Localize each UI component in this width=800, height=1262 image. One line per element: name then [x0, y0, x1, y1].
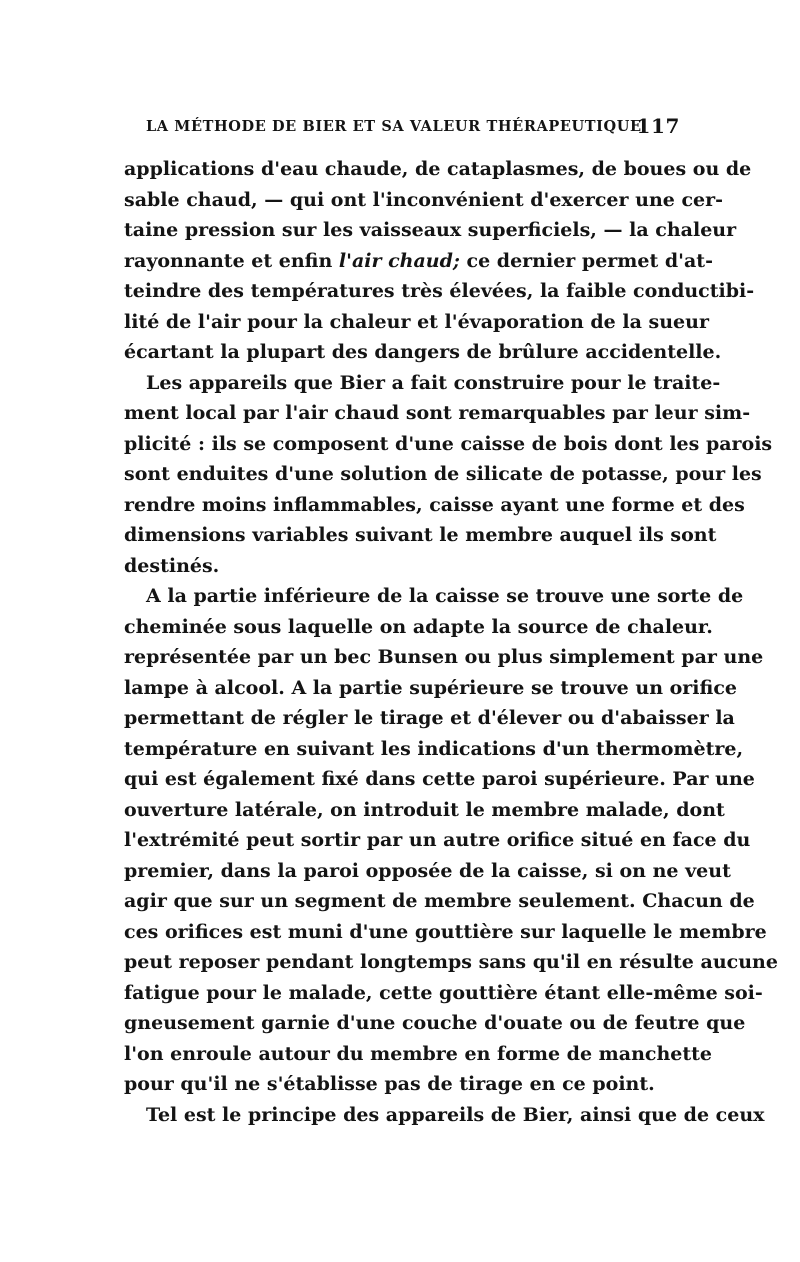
text-line: qui est également fixé dans cette paroi supérieure. Par une [124, 768, 755, 790]
text-line: destinés. [124, 554, 220, 577]
text-line: A la partie inférieure de la caisse se trouve une sorte de [146, 585, 744, 607]
text-line: rendre moins inflammables, caisse ayant une forme et des [124, 493, 745, 516]
text-line: sable chaud, — qui ont l'inconvénient d'exercer une cer- [124, 188, 724, 211]
text-line [124, 246, 713, 277]
text-line: plicité : ils se composent d'une caisse de bois dont les parois [124, 432, 773, 455]
text-line: taine pression sur les vaisseaux superficiels, — la chaleur [124, 219, 737, 241]
text-line: ment local par l'air chaud sont remarquables par leur sim- [124, 402, 751, 424]
running-head [124, 112, 680, 140]
body-text [124, 154, 778, 1130]
text-line: permettant de régler le tirage et d'élever ou d'abaisser la [124, 707, 735, 729]
text-line: ces orifices est muni d'une gouttière sur laquelle le membre [124, 920, 767, 943]
book-page [124, 112, 778, 1130]
text-line: ouverture latérale, on introduit le membre malade, dont [124, 798, 725, 821]
text-line: l'extrémité peut sortir par un autre orifice situé en face du [124, 829, 751, 851]
text-line: cheminée sous laquelle on adapte la source de chaleur. [124, 615, 713, 638]
text-line-start: rayonnante et enfin [124, 249, 339, 272]
text-line: premier, dans la paroi opposée de la caisse, si on ne veut [124, 859, 731, 882]
text-line: gneusement garnie d'une couche d'ouate ou de feutre que [124, 1012, 746, 1034]
text-line: lampe à alcool. A la partie supérieure se trouve un orifice [124, 676, 738, 699]
text-line: représentée par un bec Bunsen ou plus simplement par une [124, 646, 764, 668]
text-line: sont enduites d'une solution de silicate de potasse, pour les [124, 463, 762, 485]
running-title: LA MÉTHODE DE BIER ET SA VALEUR THÉRAPEUTIQUE [146, 118, 642, 135]
text-line: écartant la plupart des dangers de brûlure accidentelle. [124, 341, 722, 363]
text-line: lité de l'air pour la chaleur et l'évaporation de la sueur [124, 310, 709, 333]
text-line: fatigue pour le malade, cette gouttière étant elle-même soi- [124, 981, 763, 1004]
page-number: 117 [636, 114, 680, 138]
text-line-end: ce dernier permet d'at- [459, 249, 713, 272]
text-line: applications d'eau chaude, de cataplasmes, de boues ou de [124, 158, 752, 180]
text-line: teindre des températures très élevées, la faible conductibi- [124, 280, 755, 302]
text-line: dimensions variables suivant le membre auquel ils sont [124, 524, 717, 546]
italic-phrase: l'air chaud; [338, 249, 460, 272]
text-line: Tel est le principe des appareils de Bier, ainsi que de ceux [146, 1103, 765, 1126]
text-line: agir que sur un segment de membre seulement. Chacun de [124, 890, 755, 912]
text-line: Les appareils que Bier a fait construire pour le traite- [146, 371, 721, 394]
text-line: température en suivant les indications d'un thermomètre, [124, 737, 744, 760]
text-line: l'on enroule autour du membre en forme de manchette [124, 1042, 712, 1065]
text-line: peut reposer pendant longtemps sans qu'il en résulte aucune [124, 951, 778, 973]
text-line: pour qu'il ne s'établisse pas de tirage en ce point. [124, 1073, 655, 1095]
